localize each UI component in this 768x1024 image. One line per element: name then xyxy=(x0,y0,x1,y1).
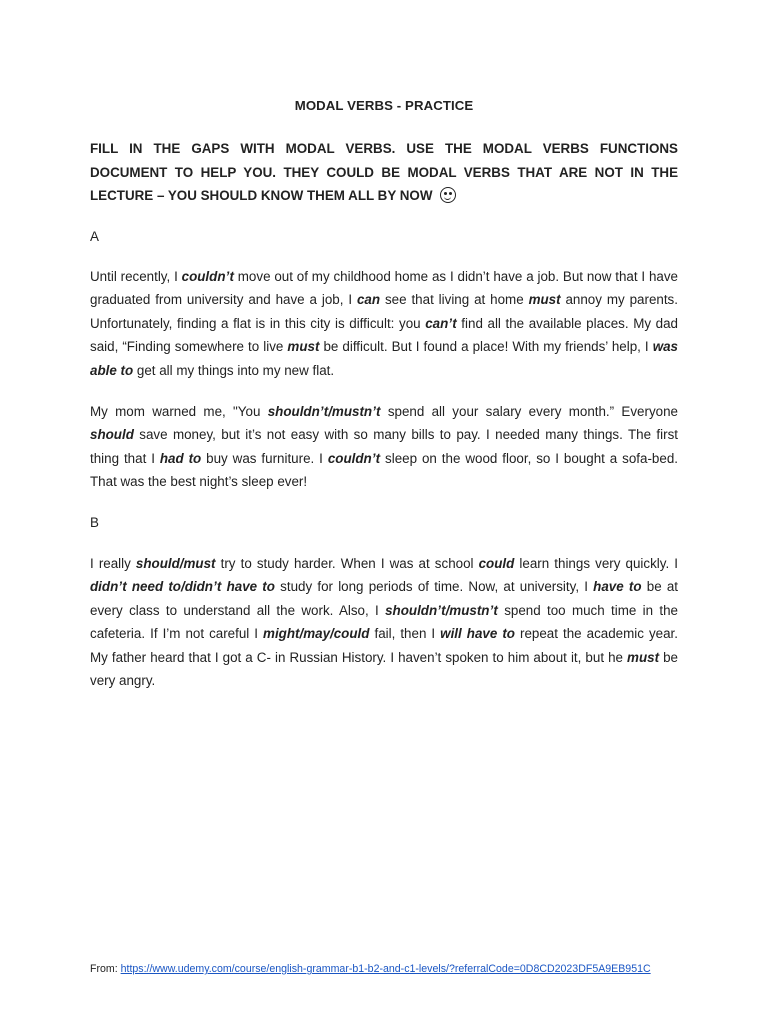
section-label-a: A xyxy=(90,229,99,244)
paragraph-b1: I really should/must try to study harder. When I was at school could learn things very quickly. I didn’t need to/didn’t have to study for long periods of time. Now, at university, I have to be at every class to understand all the work. Also, I shouldn’t/mustn’t spend too much time in the cafeteria. If I’m not careful I might/may/could fail, then I will have to repeat the academic year. My father heard that I got a C- in Russian History. I haven’t spoken to him about it, but he must be very angry. xyxy=(90,556,679,689)
page-title: MODAL VERBS - PRACTICE xyxy=(294,98,474,113)
modal-verb-answer: shouldn’t/mustn’t xyxy=(267,404,381,419)
modal-verb-answer: will have to xyxy=(440,626,515,642)
modal-verb-answer: can’t xyxy=(425,315,457,331)
modal-verb-answer: had to xyxy=(159,450,202,466)
document-page xyxy=(90,0,678,1024)
modal-verb-answer: must xyxy=(287,339,320,355)
instructions-text: FILL IN THE GAPS WITH MODAL VERBS. USE THE MODAL VERBS FUNCTIONS DOCUMENT TO HELP YOU. THEY COULD BE MODAL VERBS THAT ARE NOT IN THE LECTURE – YOU SHOULD KNOW THEM ALL BY NOW xyxy=(90,141,678,203)
modal-verb-answer: must xyxy=(528,292,561,308)
modal-verb-answer: shouldn’t/mustn’t xyxy=(385,602,498,618)
modal-verb-answer: could xyxy=(478,556,515,571)
modal-verb-answer: should/must xyxy=(135,556,216,571)
modal-verb-answer: might/may/could xyxy=(263,626,370,642)
modal-verb-answer: can xyxy=(356,292,381,308)
modal-verb-answer: couldn’t xyxy=(327,450,381,466)
smiley-face-icon xyxy=(440,187,456,203)
modal-verb-answer: must xyxy=(627,649,660,665)
paragraph-a1: Until recently, I couldn’t move out of my childhood home as I didn’t have a job. But now that I have graduated from university and have a job, I can see that living at home must annoy my parents. Unfortunately, finding a flat is in this city is difficult: you can’t find all the available places. My dad said, “Finding somewhere to live must be difficult. But I found a place! With my friends’ help, I was able to get all my things into my new flat. xyxy=(90,269,678,378)
instructions xyxy=(90,137,678,208)
modal-verb-answer: was able to xyxy=(90,339,678,378)
modal-verb-answer: couldn’t xyxy=(181,269,234,284)
source-footer xyxy=(90,963,651,975)
modal-verb-answer: didn’t need to/didn’t have to xyxy=(90,579,275,595)
footer-prefix: From: xyxy=(90,963,121,975)
section-label-b: B xyxy=(90,515,99,530)
modal-verb-answer: have to xyxy=(593,579,642,595)
modal-verb-answer: should xyxy=(90,427,134,443)
paragraph-a2: My mom warned me, "You shouldn’t/mustn’t spend all your salary every month.” Everyone should save money, but it’s not easy with so many bills to pay. I needed many things. The first thing that I had to buy was furniture. I couldn’t sleep on the wood floor, so I bought a sofa-bed. That was the best night’s sleep ever! xyxy=(90,404,678,490)
source-link[interactable]: https://www.udemy.com/course/english-grammar-b1-b2-and-c1-levels/?referralCode=0D8CD2023DF5A9EB951C xyxy=(120,963,651,975)
